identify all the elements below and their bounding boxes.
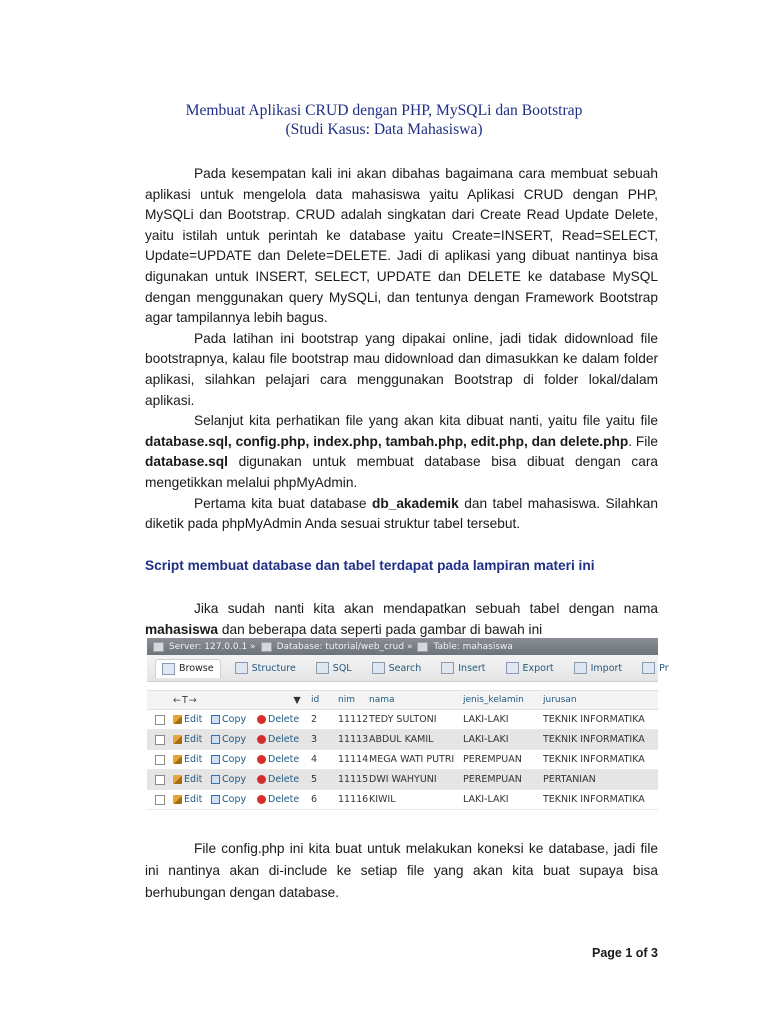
tab-label: Import [590, 662, 623, 674]
tab-search[interactable] [366, 659, 428, 677]
copy-label: Copy [222, 774, 247, 785]
paragraph-2: Pada latihan ini bootstrap yang dipakai online, jadi tidak didownload file bootstrapnya, kalau file bootstrap mau didownload dan dimasukkan ke dalam folder aplikasi, silahkan pelajari cara menggunakan Bootstrap di folder lokal/dalam aplikasi. [145, 330, 658, 408]
insert-icon [441, 662, 454, 674]
copy-label: Copy [222, 714, 247, 725]
pencil-icon [173, 735, 182, 744]
import-icon [574, 662, 587, 674]
delete-link[interactable] [257, 714, 311, 725]
delete-label: Delete [268, 774, 300, 785]
edit-label: Edit [184, 774, 203, 785]
copy-icon [211, 795, 220, 804]
cell-jurusan: PERTANIAN [543, 774, 596, 785]
edit-link[interactable] [173, 794, 211, 805]
copy-link[interactable] [211, 714, 257, 725]
breadcrumb-database[interactable]: Database: tutorial/web_crud » [276, 641, 413, 652]
delete-label: Delete [268, 714, 300, 725]
header-jurusan[interactable]: jurusan [543, 695, 577, 705]
cell-nama: MEGA WATI PUTRI [369, 754, 455, 765]
copy-icon [211, 735, 220, 744]
p3-text-b: . File [628, 433, 658, 449]
row-checkbox[interactable] [155, 735, 165, 745]
copy-label: Copy [222, 734, 247, 745]
p5-text-b: dan beberapa data seperti pada gambar di bawah ini [218, 621, 543, 637]
cell-nim: 11113 [338, 734, 369, 745]
cell-nim: 11116 [338, 794, 369, 805]
delete-link[interactable] [257, 734, 311, 745]
p5-table-name: mahasiswa [145, 621, 219, 637]
copy-label: Copy [222, 794, 247, 805]
pencil-icon [173, 715, 182, 724]
privileges-icon [642, 662, 655, 674]
header-nim[interactable]: nim [338, 695, 355, 705]
paragraph-6: File config.php ini kita buat untuk melakukan koneksi ke database, jadi file ini nantinya akan di-include ke setiap file yang akan kita buat supaya bisa berhubungan dengan database. [145, 841, 658, 900]
cell-id: 2 [311, 714, 318, 725]
tab-insert[interactable] [435, 659, 491, 677]
subheading: Script membuat database dan tabel terdapat pada lampiran materi ini [145, 558, 595, 573]
edit-link[interactable] [173, 774, 211, 785]
p3-database-file: database.sql [145, 454, 228, 470]
tab-privileges[interactable] [636, 659, 674, 677]
document-title [110, 101, 658, 139]
column-arrows[interactable]: ←T→ [173, 694, 198, 706]
table-row [147, 730, 658, 750]
tab-bar [147, 655, 669, 682]
table-icon [417, 642, 428, 652]
delete-link[interactable] [257, 774, 311, 785]
delete-icon [257, 715, 266, 724]
breadcrumb-table[interactable]: Table: mahasiswa [433, 641, 513, 652]
paragraph-4 [145, 494, 658, 535]
table-body [147, 710, 658, 810]
cell-nama: KIWIL [369, 794, 396, 805]
paragraph-1: Pada kesempatan kali ini akan dibahas bagaimana cara membuat sebuah aplikasi untuk mengelola data mahasiswa yaitu Aplikasi CRUD dengan PHP, MySQLi dan Bootstrap. CRUD adalah singkatan dari Create Read Update Delete, yaitu istilah untuk perintah ke database yaitu Create=INSERT, Read=SELECT, Update=UPDATE dan Delete=DELETE. Jadi di aplikasi yang dibuat nantinya bisa digunakan untuk INSERT, SELECT, UPDATE dan DELETE ke database MySQL dengan menggunakan query MySQLi, dan tentunya dengan Framework Bootstrap agar tampilannya lebih bagus. [145, 166, 658, 326]
row-checkbox[interactable] [155, 775, 165, 785]
copy-icon [211, 755, 220, 764]
cell-id: 6 [311, 794, 318, 805]
edit-link[interactable] [173, 734, 211, 745]
tab-structure[interactable] [229, 659, 302, 677]
p5-text-a: Jika sudah nanti kita akan mendapatkan sebuah tabel dengan nama [194, 601, 658, 616]
header-nama[interactable]: nama [369, 695, 395, 705]
tab-label: Pr [659, 662, 669, 674]
paragraph-5 [145, 599, 658, 640]
delete-label: Delete [268, 734, 300, 745]
tab-label: Export [522, 662, 554, 674]
cell-jenis-kelamin: LAKI-LAKI [463, 714, 509, 725]
copy-icon [211, 715, 220, 724]
title-line-2: (Studi Kasus: Data Mahasiswa) [285, 121, 483, 138]
paragraph-6-block [145, 838, 658, 904]
cell-jurusan: TEKNIK INFORMATIKA [543, 734, 645, 745]
sort-icon[interactable]: ▼ [293, 694, 301, 706]
cell-id: 4 [311, 754, 318, 765]
tab-browse[interactable] [155, 659, 221, 678]
header-id[interactable]: id [311, 695, 320, 705]
delete-label: Delete [268, 754, 300, 765]
delete-icon [257, 795, 266, 804]
row-checkbox[interactable] [155, 755, 165, 765]
delete-icon [257, 775, 266, 784]
cell-jenis-kelamin: LAKI-LAKI [463, 734, 509, 745]
cell-nim: 11115 [338, 774, 369, 785]
database-icon [261, 642, 272, 652]
tab-label: Browse [179, 663, 214, 674]
p4-database-name: db_akademik [371, 495, 459, 511]
row-checkbox[interactable] [155, 715, 165, 725]
page-number: Page 1 of 3 [592, 946, 658, 960]
delete-link[interactable] [257, 794, 311, 805]
copy-link[interactable] [211, 754, 257, 765]
copy-label: Copy [222, 754, 247, 765]
phpmyadmin-screenshot [147, 638, 669, 810]
paragraph-5-block [145, 599, 658, 640]
delete-icon [257, 755, 266, 764]
tab-label: Structure [251, 662, 296, 674]
pencil-icon [173, 755, 182, 764]
edit-link[interactable] [173, 754, 211, 765]
edit-label: Edit [184, 754, 203, 765]
browse-icon [162, 663, 175, 675]
edit-label: Edit [184, 794, 203, 805]
search-icon [372, 662, 385, 674]
cell-jurusan: TEKNIK INFORMATIKA [543, 754, 645, 765]
cell-jenis-kelamin: PEREMPUAN [463, 774, 522, 785]
sql-icon [316, 662, 329, 674]
title-line-1: Membuat Aplikasi CRUD dengan PHP, MySQLi dan Bootstrap [185, 102, 583, 119]
edit-label: Edit [184, 714, 203, 725]
table-row [147, 710, 658, 730]
structure-icon [235, 662, 248, 674]
copy-link[interactable] [211, 734, 257, 745]
table-row [147, 770, 658, 790]
cell-id: 5 [311, 774, 318, 785]
breadcrumb [147, 638, 658, 655]
paragraph-3 [145, 411, 658, 493]
table-row [147, 790, 658, 810]
copy-link[interactable] [211, 774, 257, 785]
server-icon [153, 642, 164, 652]
table-row [147, 750, 658, 770]
pencil-icon [173, 795, 182, 804]
pencil-icon [173, 775, 182, 784]
tab-import[interactable] [568, 659, 629, 677]
breadcrumb-server[interactable]: Server: 127.0.0.1 » [169, 641, 256, 652]
edit-link[interactable] [173, 714, 211, 725]
cell-nama: ABDUL KAMIL [369, 734, 434, 745]
tab-label: Search [388, 662, 422, 674]
delete-label: Delete [268, 794, 300, 805]
cell-jurusan: TEKNIK INFORMATIKA [543, 714, 645, 725]
p3-text-a: Selanjut kita perhatikan file yang akan kita dibuat nanti, yaitu file yaitu file [194, 413, 658, 429]
edit-label: Edit [184, 734, 203, 745]
copy-icon [211, 775, 220, 784]
copy-link[interactable] [211, 794, 257, 805]
intro-body [145, 164, 658, 535]
cell-nama: DWI WAHYUNI [369, 774, 437, 785]
delete-icon [257, 735, 266, 744]
cell-jurusan: TEKNIK INFORMATIKA [543, 794, 645, 805]
tab-label: Insert [458, 662, 486, 674]
tab-label: SQL [332, 662, 352, 674]
p4-text-b: dan tabel mahasiswa. Silahkan diketik pada phpMyAdmin Anda sesuai struktur tabel tersebut. [145, 495, 658, 532]
tab-export[interactable] [500, 659, 560, 677]
cell-id: 3 [311, 734, 318, 745]
export-icon [506, 662, 519, 674]
header-jenis-kelamin[interactable]: jenis_kelamin [463, 695, 524, 705]
table-header [147, 690, 658, 710]
cell-nim: 11112 [338, 714, 369, 725]
cell-nim: 11114 [338, 754, 369, 765]
p3-file-list: database.sql, config.php, index.php, tambah.php, edit.php, dan delete.php [145, 433, 629, 449]
p3-text-c: digunakan untuk membuat database bisa dibuat dengan cara mengetikkan melalui phpMyAdmin. [145, 454, 658, 490]
cell-jenis-kelamin: LAKI-LAKI [463, 794, 509, 805]
p4-text-a: Pertama kita buat database [194, 495, 372, 511]
cell-jenis-kelamin: PEREMPUAN [463, 754, 522, 765]
delete-link[interactable] [257, 754, 311, 765]
tab-sql[interactable] [310, 659, 358, 677]
cell-nama: TEDY SULTONI [369, 714, 437, 725]
row-checkbox[interactable] [155, 795, 165, 805]
